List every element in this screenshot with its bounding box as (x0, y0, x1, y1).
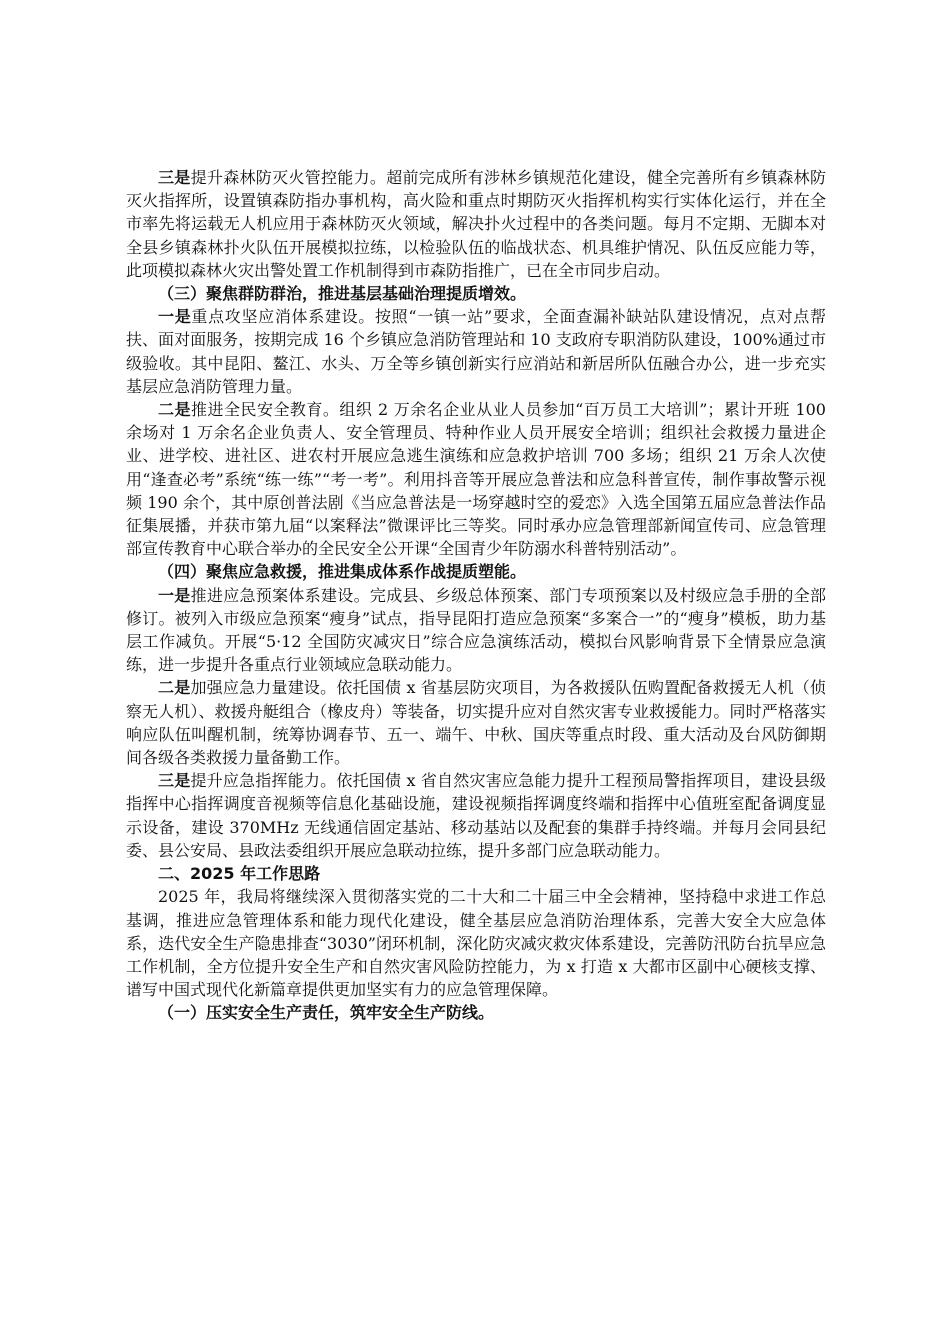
paragraph-text: 提升森林防灭火管控能力。超前完成所有涉林乡镇规范化建设，健全完善所有乡镇森林防灭火指挥所，设置镇森防指办事机构，高火险和重点时期防灭火指挥机构实行实体化运行，并在全市率先将运载无人机应用于森林防灭火领域，解决扑火过程中的各类问题。每月不定期、无脚本对全县乡镇森林扑火队伍开展模拟拉练，以检验队伍的临战状态、机具维护情况、队伍反应能力等，此项模拟森林火灾出警处置工作机制得到市森防指推广，已在全市同步启动。 (126, 168, 826, 280)
paragraph-text: 加强应急力量建设。依托国债 x 省基层防灾项目，为各救援队伍购置配备救援无人机（侦察无人机）、救援舟艇组合（橡皮舟）等装备，切实提升应对自然灾害专业救援能力。同时严格落实响应队伍叫醒机制，统筹协调春节、五一、端午、中秋、国庆等重点时段、重大活动及台风防御期间各级各类救援力量备勤工作。 (126, 678, 826, 768)
document-page (126, 166, 826, 1025)
section-heading-1: （一）压实安全生产责任，筑牢安全生产防线。 (158, 1003, 495, 1023)
paragraph-emergency-plan (126, 584, 826, 677)
paragraph-lead: 一是 (158, 307, 192, 327)
paragraph-lead: 二是 (158, 678, 191, 698)
paragraph-rescue-force (126, 676, 826, 769)
paragraph-forest-fire (126, 166, 826, 282)
paragraph-text: 推进全民安全教育。组织 2 万余名企业从业人员参加“百万员工大培训”；累计开班 100 余场对 1 万余名企业负责人、安全管理员、特种作业人员开展安全培训；组织社会救援力量进企业、进学校、进社区、进农村开展应急逃生演练和应急救护培训 700 多场；组织 21 万余人次使用“逢查必考”系统“练一练”“考一考”。利用抖音等开展应急普法和应急科普宣传，制作事故警示视频 190 余个，其中原创普法剧《当应急普法是一场穿越时空的爱恋》入选全国第五届应急普法作品征集展播，并获市第九届“以案释法”微课评比三等奖。同时承办应急管理部新闻宣传司、应急管理部宣传教育中心联合举办的全民安全公开课“全国青少年防溺水科普特别活动”。 (126, 400, 826, 559)
paragraph-command-capability (126, 769, 826, 862)
paragraph-2025-overview (126, 885, 826, 1001)
section-heading-4: （四）聚焦应急救援，推进集成体系作战提质塑能。 (158, 562, 527, 582)
paragraph-text: 重点攻坚应消体系建设。按照“一镇一站”要求，全面查漏补缺站队建设情况，点对点帮扶、面对面服务，按期完成 16 个乡镇应急消防管理站和 10 支政府专职消防队建设，100%通过市级验收。其中昆阳、鳌江、水头、万全等乡镇创新实行应消站和新居所队伍融合办公，进一步充实基层应急消防管理力量。 (126, 307, 826, 396)
paragraph-lead: 三是 (158, 771, 191, 791)
paragraph-lead: 一是 (158, 585, 191, 605)
paragraph-text: 推进应急预案体系建设。完成县、乡级总体预案、部门专项预案以及村级应急手册的全部修订。被列入市级应急预案“瘦身”试点，指导昆阳打造应急预案“多案合一”的“瘦身”模板，助力基层工作减负。开展“5·12 全国防灾减灾日”综合应急演练活动，模拟台风影响背景下全情景应急演练，进一步提升各重点行业领域应急联动能力。 (126, 585, 826, 675)
chapter-heading-2025-plan: 二、2025 年工作思路 (158, 864, 321, 884)
paragraph-lead: 三是 (158, 168, 191, 187)
paragraph-safety-education (126, 398, 826, 560)
paragraph-text: 提升应急指挥能力。依托国债 x 省自然灾害应急能力提升工程预局警指挥项目，建设县级指挥中心指挥调度音视频等信息化基础设施，建设视频指挥调度终端和指挥中心值班室配备调度显示设备，建设 370MHz 无线通信固定基站、移动基站以及配套的集群手持终端。并每月会同县纪委、县公安局、县政法委组织开展应急联动拉练，提升多部门应急联动能力。 (126, 771, 826, 860)
paragraph-fire-station (126, 305, 826, 398)
section-heading-3: （三）聚焦群防群治，推进基层基础治理提质增效。 (158, 284, 527, 304)
paragraph-text: 2025 年，我局将继续深入贯彻落实党的二十大和二十届三中全会精神，坚持稳中求进工作总基调，推进应急管理体系和能力现代化建设，健全基层应急消防治理体系，完善大安全大应急体系，迭代安全生产隐患排查“3030”闭环机制，深化防灾减灾救灾体系建设，完善防汛防台抗旱应急工作机制，全方位提升安全生产和自然灾害风险防控能力，为 x 打造 x 大都市区副中心硬核支撑、谱写中国式现代化新篇章提供更加坚实有力的应急管理保障。 (126, 887, 826, 1000)
paragraph-lead: 二是 (158, 400, 191, 420)
